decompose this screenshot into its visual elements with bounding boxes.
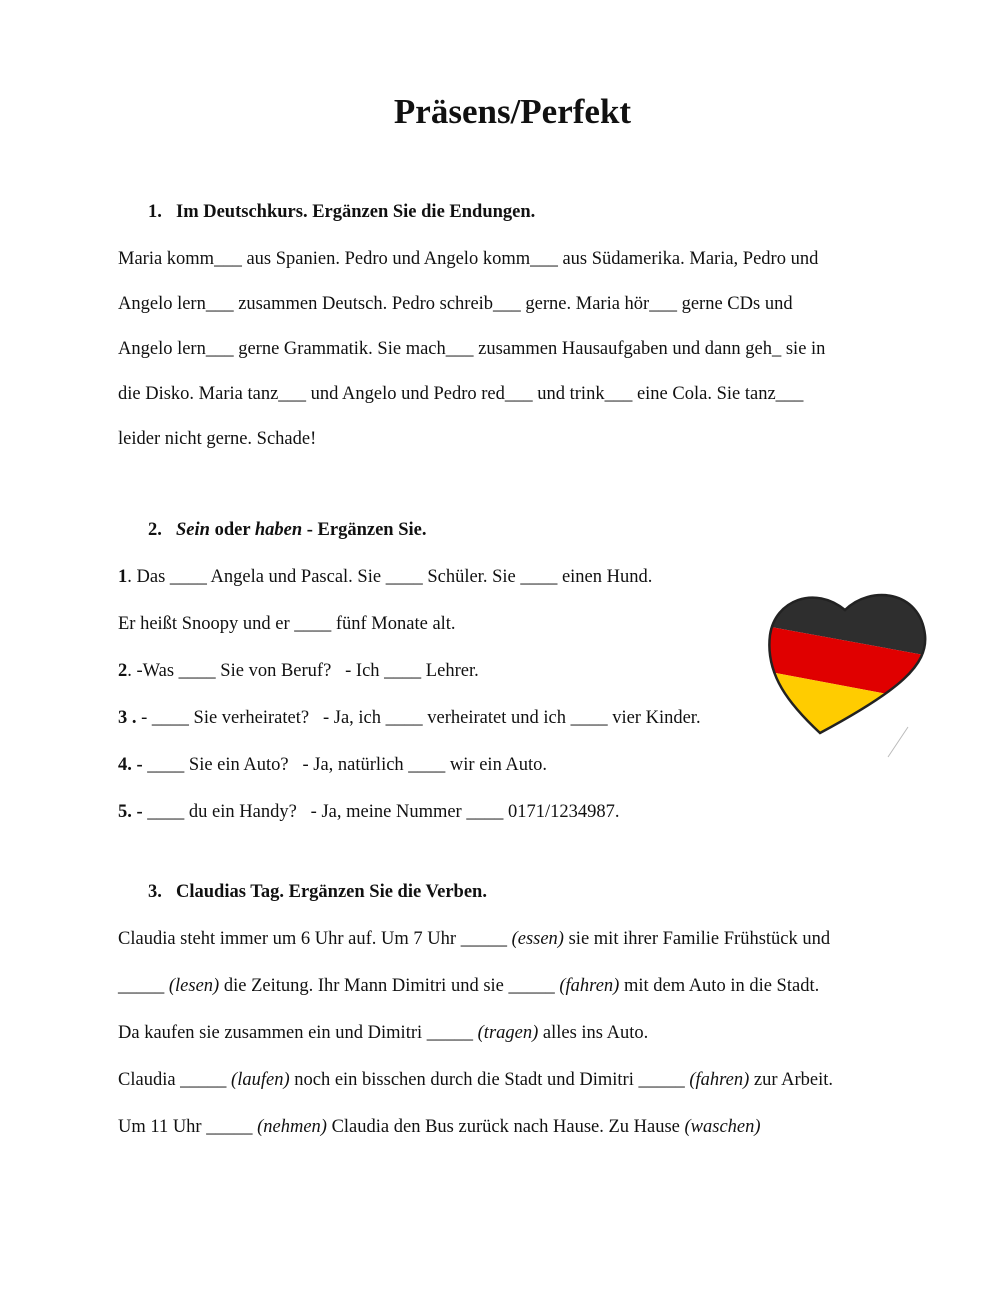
text: noch ein bisschen durch die Stadt und Dimitri _____	[289, 1070, 690, 1090]
section-1-line-1: Maria komm___ aus Spanien. Pedro und Angelo komm___ aus Südamerika. Maria, Pedro und	[118, 249, 819, 269]
section-2-line-5	[118, 802, 619, 823]
section-2-line-4	[118, 755, 547, 776]
section-1-line-2: Angelo lern___ zusammen Deutsch. Pedro schreib___ gerne. Maria hör___ gerne CDs und	[118, 294, 793, 314]
text: die Zeitung. Ihr Mann Dimitri und sie _____	[219, 976, 560, 996]
section-2-line-1b: Er heißt Snoopy und er ____ fünf Monate alt.	[118, 614, 456, 634]
section-2-haben: haben	[254, 520, 303, 540]
section-2-sein: Sein	[176, 520, 210, 540]
verb-hint: (lesen)	[168, 976, 220, 996]
verb-hint: (tragen)	[477, 1023, 539, 1043]
text: Um 11 Uhr _____	[118, 1117, 258, 1137]
section-1-heading	[148, 202, 535, 223]
item-text: . -Was ____ Sie von Beruf? - Ich ____ Lehrer.	[127, 661, 479, 681]
section-2-line-3	[118, 708, 701, 729]
text: Claudia steht immer um 6 Uhr auf. Um 7 Uhr _____	[118, 929, 512, 949]
section-3-number: 3.	[148, 882, 162, 902]
section-3-line-1	[118, 929, 830, 950]
section-2-title-rest: - Ergänzen Sie.	[302, 520, 427, 540]
section-1-line-3: Angelo lern___ gerne Grammatik. Sie mach___ zusammen Hausaufgaben und dann geh_ sie in	[118, 339, 826, 359]
section-3-line-3	[118, 1023, 648, 1044]
section-1-line-5: leider nicht gerne. Schade!	[118, 429, 317, 449]
section-2-heading	[148, 520, 426, 541]
text: sie mit ihrer Familie Frühstück und	[563, 929, 831, 949]
section-1-title: Im Deutschkurs. Ergänzen Sie die Endungen.	[176, 202, 536, 222]
text: Claudia _____	[118, 1070, 232, 1090]
text: Claudia den Bus zurück nach Hause. Zu Hause	[326, 1117, 685, 1137]
section-3-line-5	[118, 1117, 761, 1138]
text: zur Arbeit.	[749, 1070, 834, 1090]
section-3-line-2	[118, 976, 819, 997]
verb-hint: (essen)	[511, 929, 564, 949]
section-2-oder: oder	[209, 520, 255, 540]
section-1-number: 1.	[148, 202, 162, 222]
text: _____	[118, 976, 169, 996]
item-number: 3 .	[118, 708, 137, 728]
verb-hint: (waschen)	[684, 1117, 761, 1137]
section-3-title: Claudias Tag. Ergänzen Sie die Verben.	[176, 882, 487, 902]
section-1-line-4: die Disko. Maria tanz___ und Angelo und Pedro red___ und trink___ eine Cola. Sie tanz___	[118, 384, 804, 404]
verb-hint: (fahren)	[689, 1070, 750, 1090]
page-title: Präsens/Perfekt	[393, 92, 632, 131]
section-2-line-2	[118, 661, 479, 682]
section-3-line-4	[118, 1070, 833, 1091]
item-text: . Das ____ Angela und Pascal. Sie ____ Schüler. Sie ____ einen Hund.	[127, 567, 653, 587]
german-flag-heart-icon	[760, 585, 935, 765]
text: mit dem Auto in die Stadt.	[619, 976, 820, 996]
section-2-number: 2.	[148, 520, 162, 540]
section-2-line-1	[118, 567, 652, 588]
verb-hint: (fahren)	[559, 976, 620, 996]
item-number: 1	[118, 567, 128, 587]
verb-hint: (nehmen)	[257, 1117, 327, 1137]
item-number: 2	[118, 661, 128, 681]
section-3-heading	[148, 882, 487, 903]
text: Da kaufen sie zusammen ein und Dimitri _____	[118, 1023, 478, 1043]
verb-hint: (laufen)	[231, 1070, 290, 1090]
text: alles ins Auto.	[538, 1023, 649, 1043]
item-text: - ____ Sie verheiratet? - Ja, ich ____ verheiratet und ich ____ vier Kinder.	[136, 708, 701, 728]
item-number: 4. -	[118, 755, 143, 775]
item-number: 5. -	[118, 802, 143, 822]
item-text: ____ du ein Handy? - Ja, meine Nummer ____ 0171/1234987.	[142, 802, 620, 822]
item-text: ____ Sie ein Auto? - Ja, natürlich ____ wir ein Auto.	[142, 755, 548, 775]
